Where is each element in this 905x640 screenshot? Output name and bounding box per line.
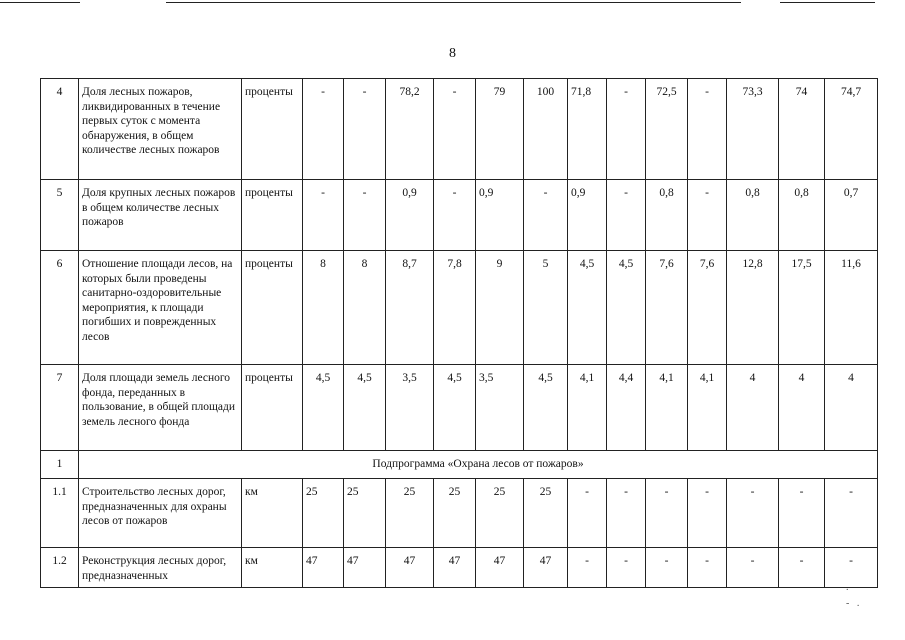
value-cell: -	[303, 180, 344, 251]
value-cell: 0,8	[727, 180, 779, 251]
value-cell: 79	[476, 79, 524, 180]
row-number: 1	[41, 451, 79, 479]
value-cell: 47	[524, 548, 568, 588]
value-cell: 8	[344, 251, 386, 365]
value-cell: 4,1	[688, 365, 727, 451]
value-cell: -	[688, 548, 727, 588]
value-cell: -	[524, 180, 568, 251]
indicator-name: Доля лесных пожаров, ликвидированных в течение первых суток с момента обнаружения, в общем количестве лесных пожаров	[79, 79, 242, 180]
value-cell: -	[568, 479, 607, 548]
table-row-6	[41, 251, 878, 365]
indicator-name: Доля крупных лесных пожаров в общем количестве лесных пожаров	[79, 180, 242, 251]
value-cell: -	[607, 479, 646, 548]
value-cell: 71,8	[568, 79, 607, 180]
value-cell: 0,8	[779, 180, 825, 251]
value-cell: 25	[386, 479, 434, 548]
value-cell: 25	[476, 479, 524, 548]
value-cell: 5	[524, 251, 568, 365]
value-cell: -	[344, 79, 386, 180]
value-cell: -	[779, 479, 825, 548]
value-cell: -	[779, 548, 825, 588]
value-cell: 11,6	[825, 251, 878, 365]
value-cell: 47	[303, 548, 344, 588]
value-cell: 47	[344, 548, 386, 588]
indicators-table	[40, 78, 878, 588]
value-cell: 4	[779, 365, 825, 451]
value-cell: 72,5	[646, 79, 688, 180]
value-cell: 8	[303, 251, 344, 365]
value-cell: 47	[476, 548, 524, 588]
value-cell: 4,4	[607, 365, 646, 451]
scan-specks-1: .	[846, 582, 849, 593]
value-cell: 4,5	[607, 251, 646, 365]
value-cell: 12,8	[727, 251, 779, 365]
page-number: 8	[449, 46, 456, 61]
indicator-name: Отношение площади лесов, на которых были проведены санитарно-оздоровительные мероприятия, к площади погибших и поврежденных лесов	[79, 251, 242, 365]
value-cell: 4,5	[303, 365, 344, 451]
row-number: 1.1	[41, 479, 79, 548]
value-cell: -	[825, 548, 878, 588]
table-row-7	[41, 365, 878, 451]
value-cell: 0,7	[825, 180, 878, 251]
value-cell: 4	[727, 365, 779, 451]
value-cell: 73,3	[727, 79, 779, 180]
row-number: 5	[41, 180, 79, 251]
row-number: 4	[41, 79, 79, 180]
value-cell: 25	[434, 479, 476, 548]
subprogram-header-row	[41, 451, 878, 479]
value-cell: 7,6	[688, 251, 727, 365]
value-cell: 0,8	[646, 180, 688, 251]
value-cell: 47	[434, 548, 476, 588]
table-row-4	[41, 79, 878, 180]
value-cell: 4,1	[568, 365, 607, 451]
value-cell: 4	[825, 365, 878, 451]
value-cell: -	[434, 79, 476, 180]
value-cell: 25	[344, 479, 386, 548]
value-cell: 4,1	[646, 365, 688, 451]
value-cell: 0,9	[568, 180, 607, 251]
value-cell: -	[825, 479, 878, 548]
value-cell: 0,9	[386, 180, 434, 251]
value-cell: 8,7	[386, 251, 434, 365]
value-cell: 17,5	[779, 251, 825, 365]
value-cell: 3,5	[386, 365, 434, 451]
row-number: 1.2	[41, 548, 79, 588]
indicator-name: Доля площади земель лесного фонда, переданных в пользование, в общей площади земель лесного фонда	[79, 365, 242, 451]
value-cell: -	[727, 479, 779, 548]
table-row-5	[41, 180, 878, 251]
top-rule-center	[166, 2, 741, 3]
value-cell: -	[727, 548, 779, 588]
value-cell: -	[646, 479, 688, 548]
value-cell: 74	[779, 79, 825, 180]
value-cell: 3,5	[476, 365, 524, 451]
value-cell: 7,6	[646, 251, 688, 365]
value-cell: -	[568, 548, 607, 588]
table-row-1-1	[41, 479, 878, 548]
value-cell: 47	[386, 548, 434, 588]
value-cell: -	[607, 548, 646, 588]
value-cell: 7,8	[434, 251, 476, 365]
value-cell: 0,9	[476, 180, 524, 251]
value-cell: -	[688, 79, 727, 180]
unit-cell: проценты	[242, 180, 303, 251]
value-cell: -	[607, 180, 646, 251]
value-cell: -	[688, 479, 727, 548]
indicator-name: Реконструкция лесных дорог, предназначенных	[79, 548, 242, 588]
subprogram-title: Подпрограмма «Охрана лесов от пожаров»	[79, 451, 878, 479]
unit-cell: проценты	[242, 365, 303, 451]
value-cell: 9	[476, 251, 524, 365]
value-cell: -	[344, 180, 386, 251]
unit-cell: проценты	[242, 79, 303, 180]
top-rule-left	[0, 2, 80, 3]
value-cell: 74,7	[825, 79, 878, 180]
value-cell: 78,2	[386, 79, 434, 180]
value-cell: 100	[524, 79, 568, 180]
value-cell: 4,5	[434, 365, 476, 451]
value-cell: 25	[524, 479, 568, 548]
top-rule-right	[780, 2, 875, 3]
value-cell: 25	[303, 479, 344, 548]
unit-cell: км	[242, 548, 303, 588]
row-number: 7	[41, 365, 79, 451]
value-cell: 4,5	[344, 365, 386, 451]
scan-specks-2: - .	[846, 598, 860, 609]
indicator-name: Строительство лесных дорог, предназначенных для охраны лесов от пожаров	[79, 479, 242, 548]
unit-cell: проценты	[242, 251, 303, 365]
value-cell: 4,5	[568, 251, 607, 365]
value-cell: 4,5	[524, 365, 568, 451]
unit-cell: км	[242, 479, 303, 548]
value-cell: -	[434, 180, 476, 251]
value-cell: -	[688, 180, 727, 251]
table-row-1-2	[41, 548, 878, 588]
value-cell: -	[607, 79, 646, 180]
row-number: 6	[41, 251, 79, 365]
value-cell: -	[303, 79, 344, 180]
value-cell: -	[646, 548, 688, 588]
